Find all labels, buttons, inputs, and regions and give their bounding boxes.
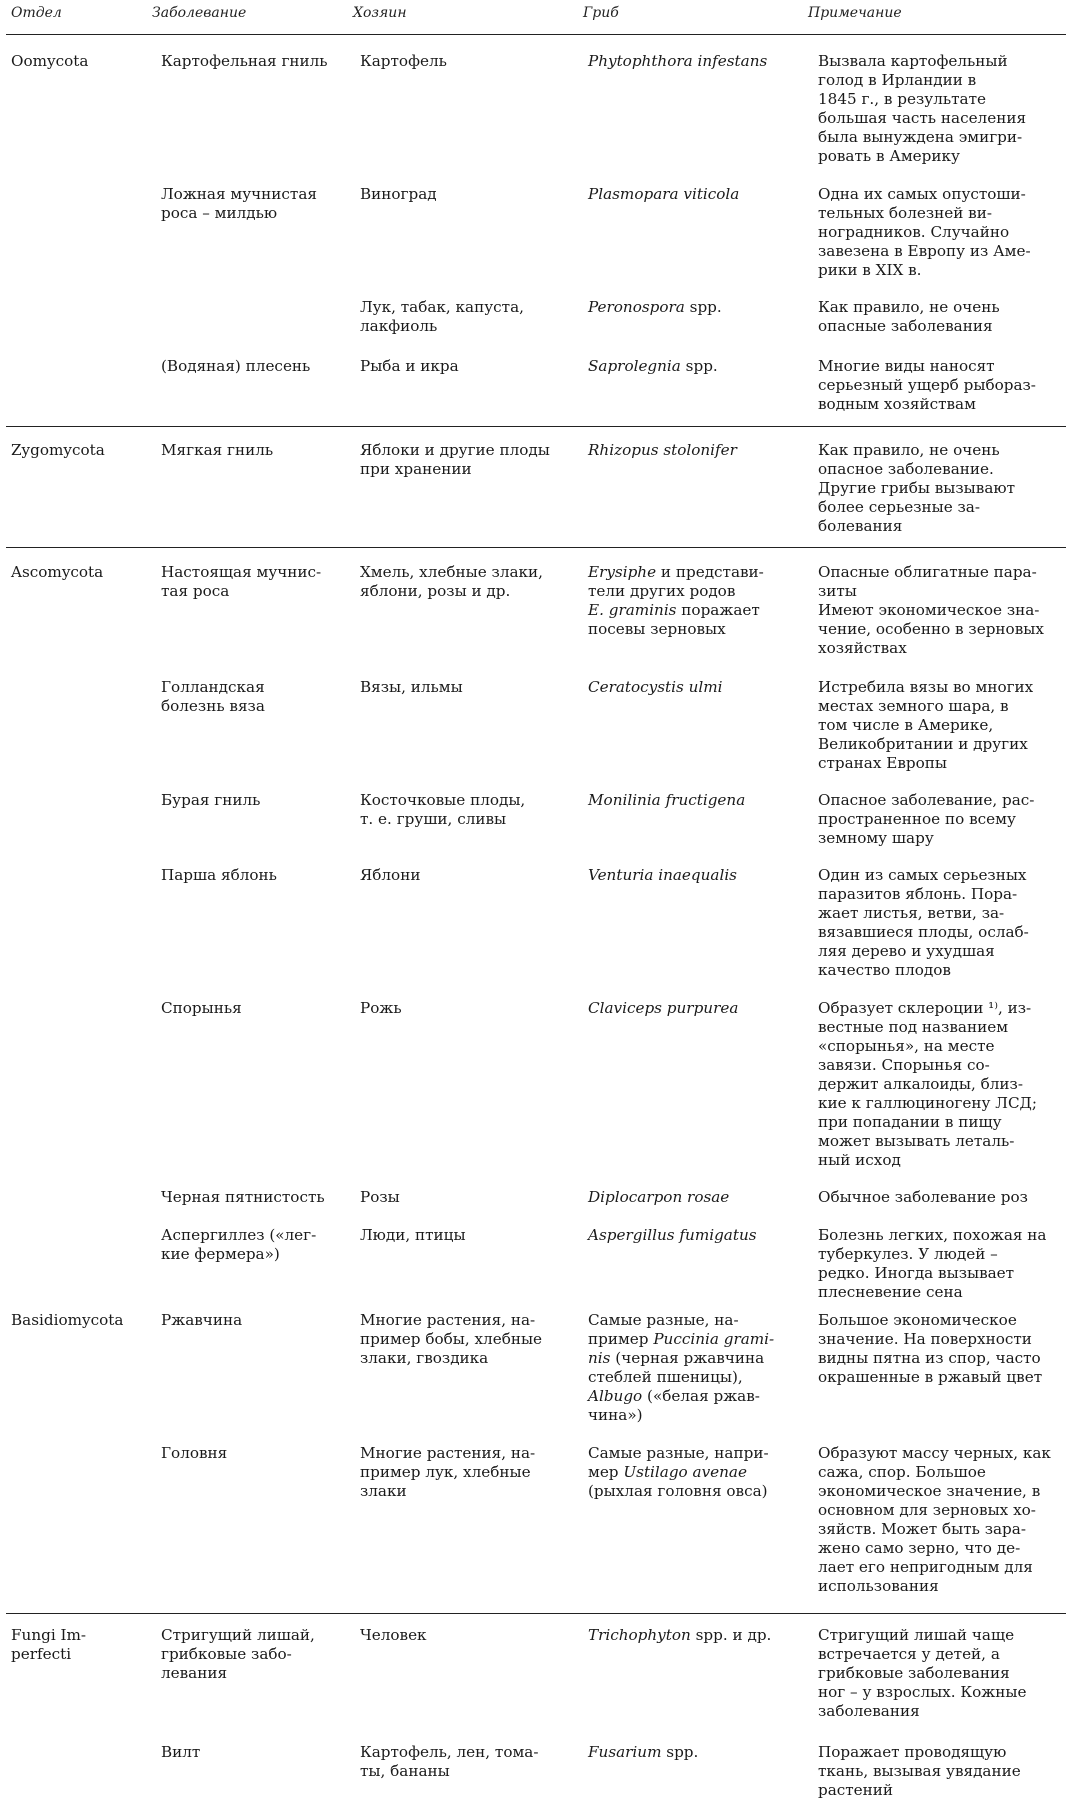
cell-note: Один из самых серьезных паразитов яблонь. Пора- жает листья, ветви, за- вязавшиеся плоды, ослаб- ляя дерево и ухудшая качество плодов — [818, 866, 1029, 979]
cell-fungus: Monilinia fructigena — [588, 791, 746, 809]
section-divider — [6, 547, 1066, 548]
cell-disease: Голландская болезнь вяза — [161, 678, 265, 715]
cell-fungus: Plasmopara viticola — [588, 185, 740, 203]
cell-disease: Стригущий лишай, грибковые забо- левания — [161, 1626, 315, 1682]
cell-note: Опасное заболевание, рас- пространенное по всему земному шару — [818, 791, 1035, 847]
cell-host: Вязы, ильмы — [360, 678, 463, 696]
section-divider — [6, 1613, 1066, 1614]
header-division: Отдел — [11, 5, 62, 21]
fungus-text: (рыхлая головня овса) — [588, 1482, 768, 1500]
cell-disease: Бурая гниль — [161, 791, 261, 809]
cell-note: Болезнь легких, похожая на туберкулез. У людей – редко. Иногда вызывает плесневение сена — [818, 1226, 1047, 1301]
cell-division: Zygomycota — [11, 441, 105, 459]
cell-host: Рожь — [360, 999, 402, 1017]
cell-disease: Головня — [161, 1444, 228, 1462]
cell-host: Яблони — [360, 866, 421, 884]
cell-host: Многие растения, на- пример лук, хлебные злаки — [360, 1444, 536, 1500]
cell-host: Многие растения, на- пример бобы, хлебные злаки, гвоздика — [360, 1311, 543, 1367]
section-divider — [6, 426, 1066, 427]
cell-fungus — [588, 1626, 808, 1645]
cell-fungus — [588, 1444, 808, 1501]
cell-disease: Аспергиллез («лег- кие фермера») — [161, 1226, 317, 1263]
species-name: Albugo — [588, 1387, 643, 1405]
cell-note: Большое экономическое значение. На поверхности видны пятна из спор, часто окрашенные в ржавый цвет — [818, 1311, 1043, 1386]
cell-division: Ascomycota — [11, 563, 104, 581]
cell-division: Fungi Im- perfecti — [11, 1626, 87, 1663]
species-name: E. graminis — [588, 601, 677, 619]
cell-disease: Картофельная гниль — [161, 52, 328, 70]
cell-fungus — [588, 1743, 808, 1762]
cell-note: Опасные облигатные пара- зиты Имеют экономическое зна- чение, особенно в зерновых хозяйствах — [818, 563, 1044, 657]
cell-disease: Спорынья — [161, 999, 242, 1017]
cell-disease: Настоящая мучнис- тая роса — [161, 563, 322, 600]
cell-fungus — [588, 563, 808, 639]
cell-host: Розы — [360, 1188, 400, 1206]
cell-fungus: Phytophthora infestans — [588, 52, 768, 70]
cell-host: Человек — [360, 1626, 427, 1644]
cell-fungus: Diplocarpon rosae — [588, 1188, 730, 1206]
fungus-text: spp. и др. — [690, 1626, 772, 1644]
cell-note: Образует склероции ¹⁾, из- вестные под названием «спорынья», на месте завязи. Спорынья со- держит алкалоиды, близ- кие к галлюциногену ЛСД; при попадании в пищу может вызывать леталь- ный исход — [818, 999, 1038, 1169]
header-host: Хозяин — [353, 5, 407, 21]
species-name: Puccinia grami- nis — [588, 1330, 775, 1367]
cell-host: Картофель — [360, 52, 447, 70]
fungus-text: spp. — [680, 357, 718, 375]
cell-fungus — [588, 357, 808, 376]
cell-note: Как правило, не очень опасные заболевания — [818, 298, 1000, 335]
cell-disease: (Водяная) плесень — [161, 357, 311, 375]
cell-division: Oomycota — [11, 52, 89, 70]
cell-fungus: Aspergillus fumigatus — [588, 1226, 757, 1244]
cell-host: Люди, птицы — [360, 1226, 466, 1244]
species-name: Fusarium — [588, 1743, 662, 1761]
header-note: Примечание — [808, 5, 902, 21]
fungus-text: spp. — [661, 1743, 699, 1761]
fungus-text: spp. — [684, 298, 722, 316]
header-rule — [6, 34, 1066, 35]
species-name: Erysiphe — [588, 563, 657, 581]
cell-fungus: Venturia inaequalis — [588, 866, 737, 884]
cell-note: Стригущий лишай чаще встречается у детей, а грибковые заболевания ног – у взрослых. Кожные заболевания — [818, 1626, 1027, 1720]
species-name: Trichophyton — [588, 1626, 691, 1644]
cell-host: Лук, табак, капуста, лакфиоль — [360, 298, 524, 335]
cell-disease: Парша яблонь — [161, 866, 277, 884]
fungus-text: поражает посевы зерновых — [588, 601, 760, 638]
cell-fungus — [588, 298, 808, 317]
cell-note: Как правило, не очень опасное заболевание. Другие грибы вызывают более серьезные за- болевания — [818, 441, 1015, 535]
species-name: Saprolegnia — [588, 357, 681, 375]
cell-fungus — [588, 1311, 808, 1425]
cell-host: Рыба и икра — [360, 357, 459, 375]
cell-disease: Ложная мучнистая роса – милдью — [161, 185, 317, 222]
fungus-text: (черная ржавчина стеблей пшеницы), — [588, 1349, 765, 1386]
fungus-text: Самые разные, напри- мер — [588, 1444, 769, 1481]
cell-disease: Черная пятнистость — [161, 1188, 325, 1206]
cell-note: Образуют массу черных, как сажа, спор. Большое экономическое значение, в основном для зерновых хо- зяйств. Может быть зара- жено само зерно, что де- лает его непригодным для использования — [818, 1444, 1051, 1595]
fungus-text: («белая ржав- чина») — [588, 1387, 760, 1424]
cell-note: Обычное заболевание роз — [818, 1188, 1028, 1206]
fungus-text: Самые разные, на- пример — [588, 1311, 739, 1348]
cell-host: Косточковые плоды, т. е. груши, сливы — [360, 791, 526, 828]
cell-note: Одна их самых опустоши- тельных болезней ви- ноградников. Случайно завезена в Европу из Аме- рики в XIX в. — [818, 185, 1031, 279]
cell-fungus: Rhizopus stolonifer — [588, 441, 737, 459]
fungus-text: и представи- тели других родов — [588, 563, 764, 600]
species-name: Peronospora — [588, 298, 685, 316]
cell-note: Поражает проводящую ткань, вызывая увядание растений — [818, 1743, 1021, 1799]
header-fungus: Гриб — [583, 5, 619, 21]
cell-note: Истребила вязы во многих местах земного шара, в том числе в Америке, Великобритании и других странах Европы — [818, 678, 1034, 772]
cell-note: Многие виды наносят серьезный ущерб рыбораз- водным хозяйствам — [818, 357, 1036, 413]
cell-fungus: Claviceps purpurea — [588, 999, 739, 1017]
cell-host: Яблоки и другие плоды при хранении — [360, 441, 550, 478]
header-disease: Заболевание — [152, 5, 247, 21]
cell-disease: Ржавчина — [161, 1311, 243, 1329]
cell-division: Basidiomycota — [11, 1311, 124, 1329]
cell-fungus: Ceratocystis ulmi — [588, 678, 723, 696]
cell-disease: Вилт — [161, 1743, 201, 1761]
cell-disease: Мягкая гниль — [161, 441, 274, 459]
cell-host: Картофель, лен, тома- ты, бананы — [360, 1743, 539, 1780]
species-name: Ustilago avenae — [623, 1463, 747, 1481]
cell-note: Вызвала картофельный голод в Ирландии в 1845 г., в результате большая часть населения была вынуждена эмигри- ровать в Америку — [818, 52, 1027, 165]
cell-host: Виноград — [360, 185, 437, 203]
cell-host: Хмель, хлебные злаки, яблони, розы и др. — [360, 563, 543, 600]
